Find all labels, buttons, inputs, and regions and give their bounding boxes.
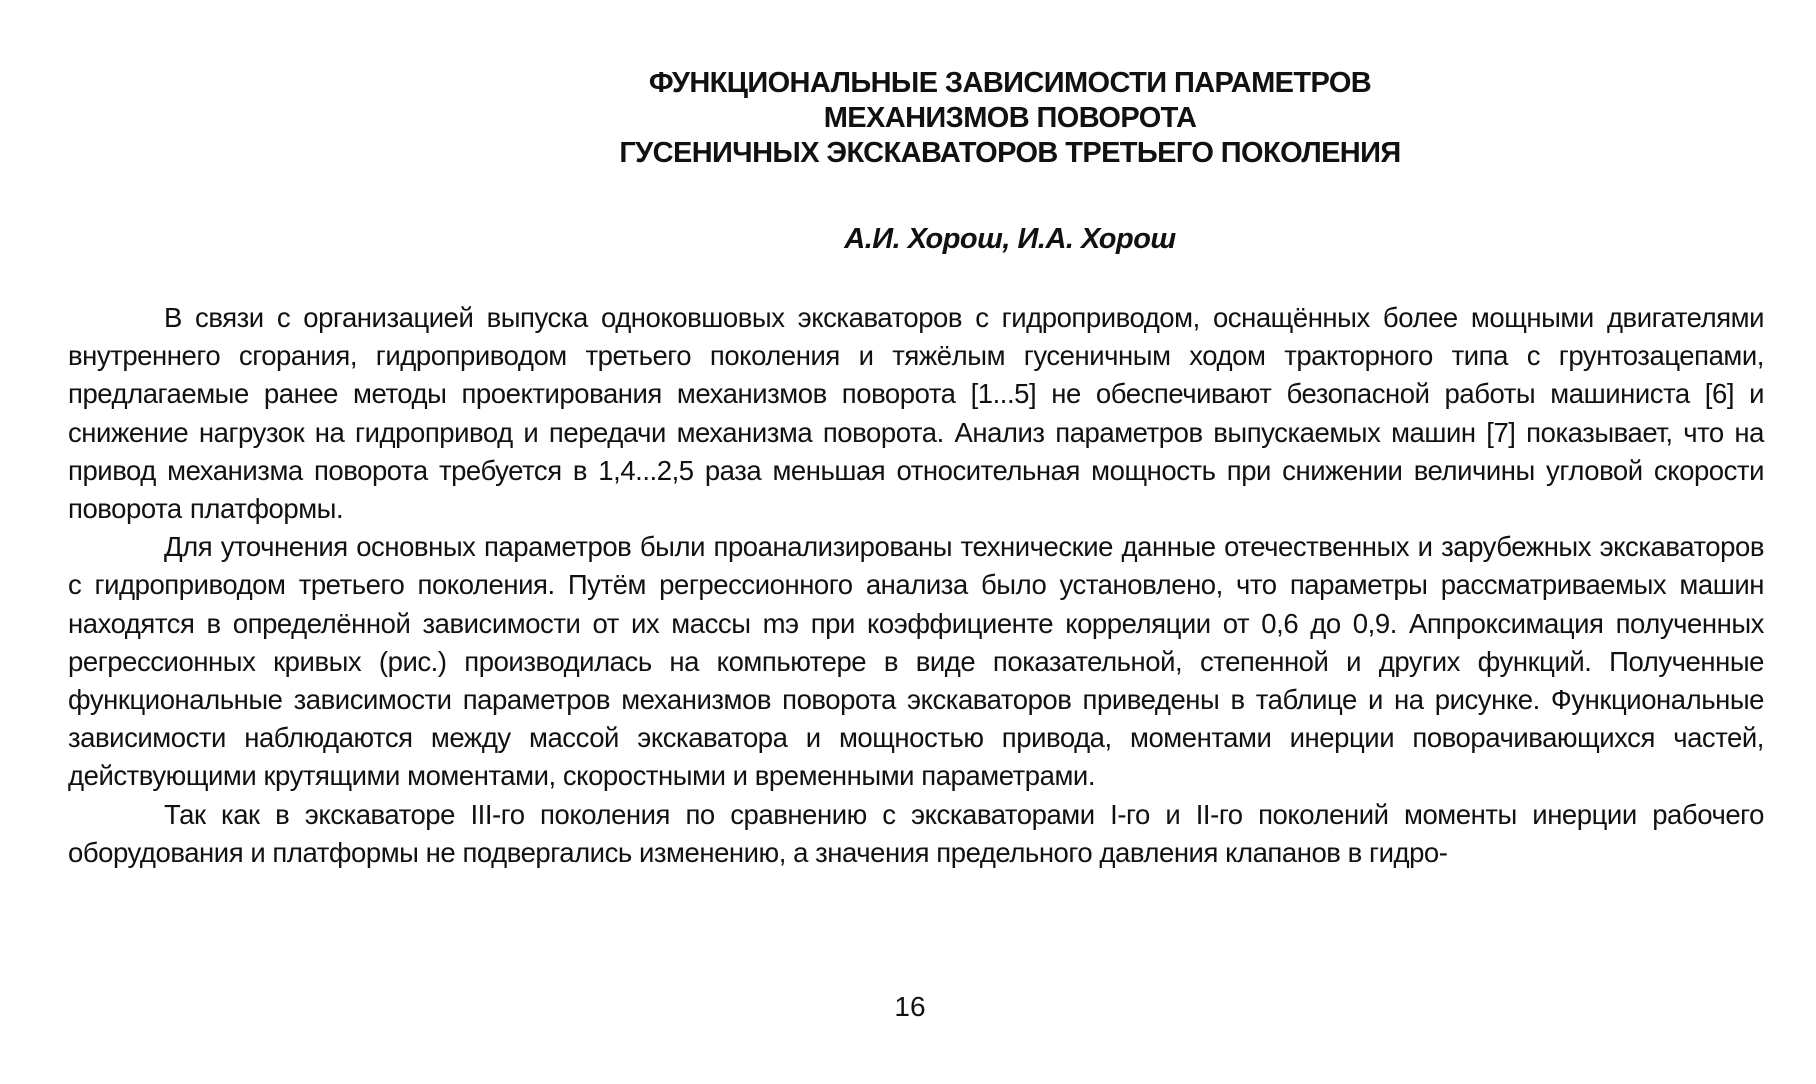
title-line: ГУСЕНИЧНЫХ ЭКСКАВАТОРОВ ТРЕТЬЕГО ПОКОЛЕНИЯ [619,137,1401,169]
title-line: ФУНКЦИОНАЛЬНЫЕ ЗАВИСИМОСТИ ПАРАМЕТРОВ [648,67,1372,99]
body-paragraph: В связи с организацией выпуска одноковшовых экскаваторов с гидроприводом, оснащённых более мощными двигателями внутреннего сгорания, гидроприводом третьего поколения и тяжёлым гусеничным ходом тракторного типа с грунтозацепами, предлагаемые ранее методы проектирования механизмов поворота [1...5] не обеспечивают безопасной работы машиниста [6] и снижение нагрузок на гидропривод и передачи механизма поворота. Анализ параметров выпускаемых машин [7] показывает, что на привод механизма поворота требуется в 1,4...2,5 раза меньшая относительная мощность при снижении величины угловой скорости поворота платформы. [68,302,1764,525]
body-paragraph: Для уточнения основных параметров были проанализированы технические данные отечественных и зарубежных экскаваторов с гидроприводом третьего поколения. Путём регрессионного анализа было установлено, что параметры рассматриваемых машин находятся в определённой зависимости от их массы mэ при коэффициенте корреляции от 0,6 до 0,9. Аппроксимация полученных регрессионных кривых (рис.) производилась на компьютере в виде показательной, степенной и других функций. Полученные функциональные зависимости параметров механизмов поворота экскаваторов приведены в таблице и на рисунке. Функциональные зависимости наблюдаются между массой экскаватора и мощностью привода, моментами инерции поворачивающихся частей, действующими крутящими моментами, скоростными и временными параметрами. [68,531,1764,792]
title-line: МЕХАНИЗМОВ ПОВОРОТА [823,102,1197,134]
article-body [68,299,1764,872]
page-number: 16 [894,991,926,1022]
article-authors: А.И. Хорош, И.А. Хорош [844,223,1176,255]
article-title [460,66,1560,171]
body-paragraph: Так как в экскаваторе III-го поколения по сравнению с экскаваторами I-го и II-го поколений моменты инерции рабочего оборудования и платформы не подвергались изменению, а значения предельного давления клапанов в гидро- [68,798,1764,868]
